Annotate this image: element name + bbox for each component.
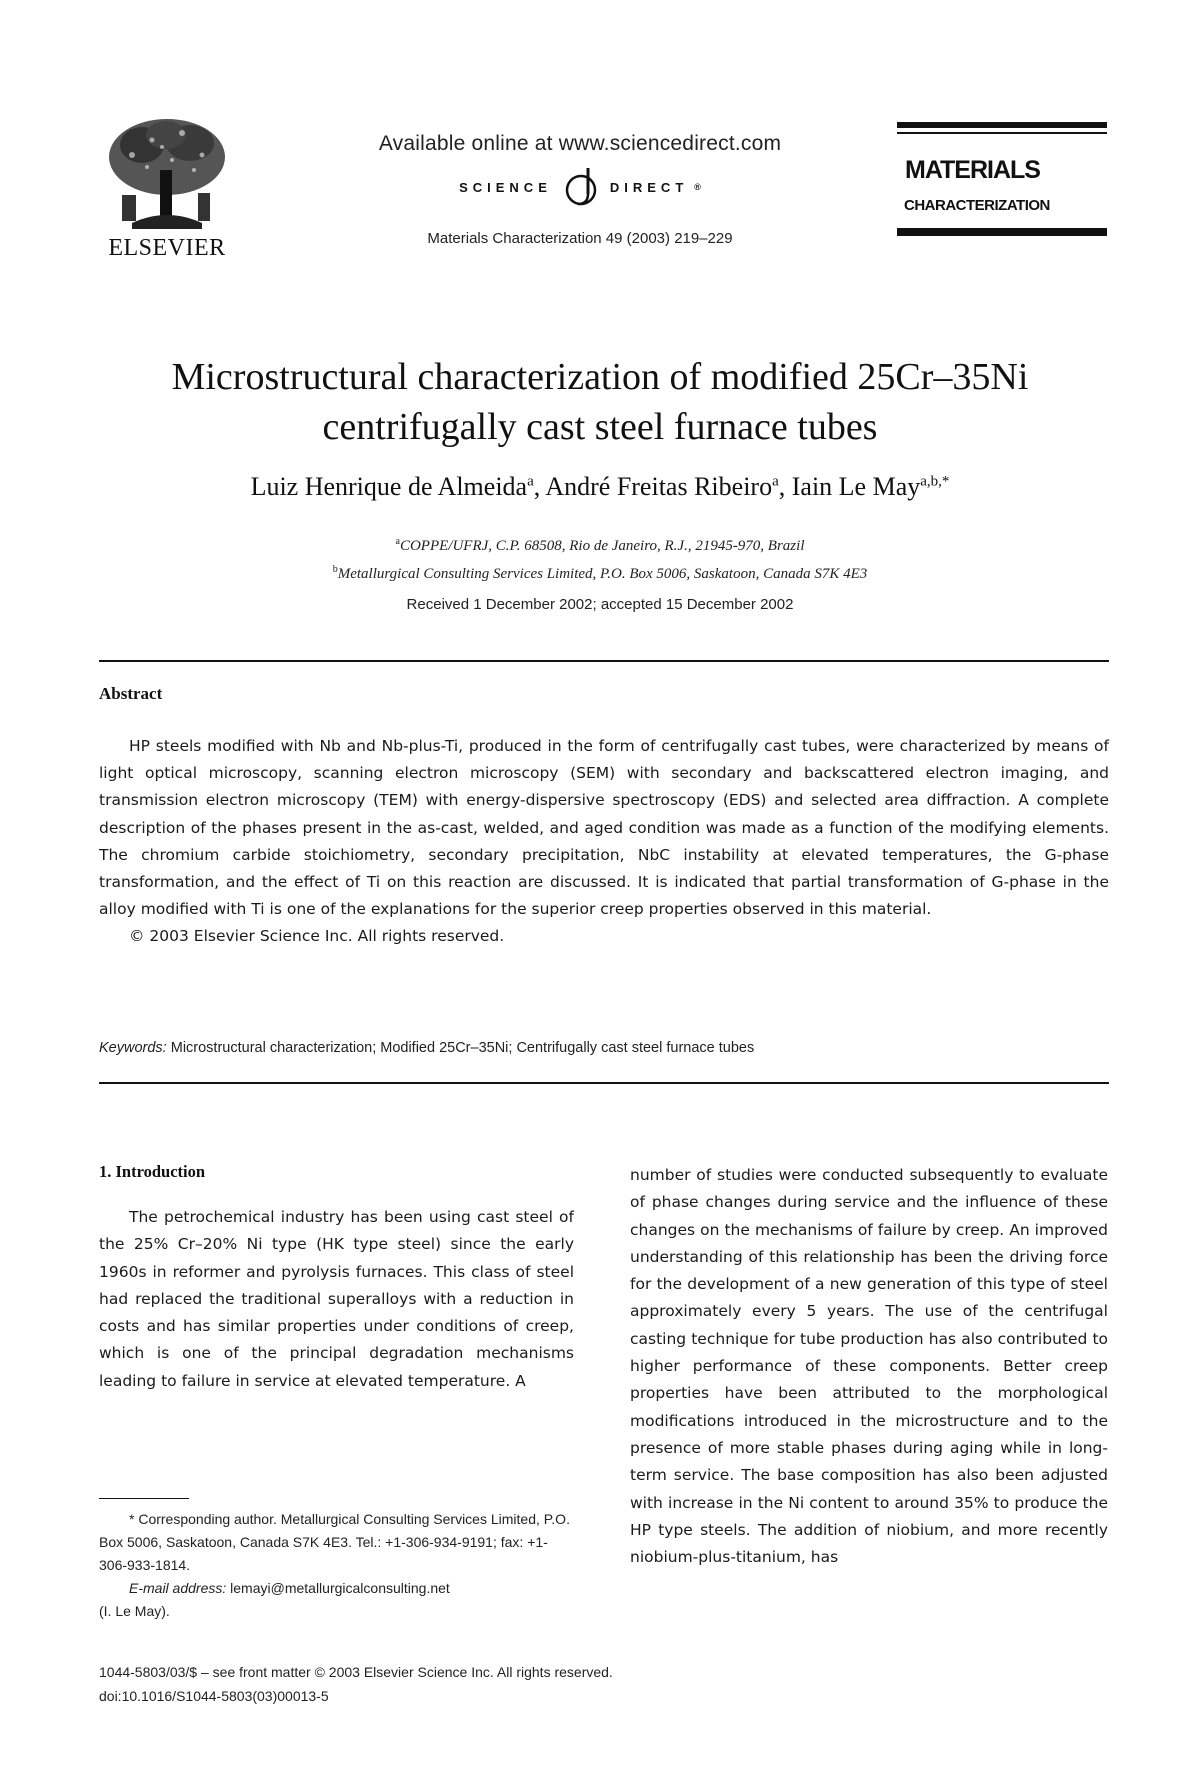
doi-link[interactable]: doi:10.1016/S1044-5803(03)00013-5	[99, 1688, 329, 1704]
article-title	[80, 352, 1120, 452]
section-heading: 1. Introduction	[99, 1162, 206, 1181]
issn-line: 1044-5803/03/$ – see front matter © 2003 Elsevier Science Inc. All rights reserved.	[99, 1664, 613, 1680]
keywords-label: Keywords:	[99, 1040, 167, 1056]
affiliation-mark: b	[332, 564, 338, 575]
masthead-rule	[897, 132, 1107, 134]
sciencedirect-block	[340, 132, 820, 247]
title-line: Microstructural characterization of modified 25Cr–35Ni	[171, 356, 1029, 398]
publisher-name: ELSEVIER	[108, 235, 226, 261]
author-affil-mark: a	[772, 473, 779, 490]
abstract-heading: Abstract	[99, 684, 163, 703]
brand-mark: ®	[694, 182, 701, 192]
keywords	[99, 1040, 1109, 1056]
email-label: E-mail address:	[129, 1580, 227, 1596]
journal-citation: Materials Characterization 49 (2003) 219–229	[427, 230, 733, 247]
elsevier-logo	[92, 115, 242, 275]
journal-masthead	[897, 122, 1107, 236]
email-line	[99, 1577, 574, 1600]
author-affil-mark: a	[527, 473, 534, 490]
section-divider	[99, 1082, 1109, 1084]
affiliation	[80, 558, 1120, 586]
author-name: André Freitas Ribeiro	[545, 472, 773, 501]
author-separator: ,	[533, 472, 546, 501]
journal-title-line1: MATERIALS	[905, 156, 1040, 184]
journal-title-line2: CHARACTERIZATION	[904, 197, 1050, 214]
author-separator: ,	[778, 472, 792, 501]
email-link[interactable]: lemayi@metallurgicalconsulting.net	[230, 1580, 450, 1596]
sciencedirect-logo	[340, 164, 820, 210]
affiliation-text: COPPE/UFRJ, C.P. 68508, Rio de Janeiro, R.J., 21945-970, Brazil	[399, 538, 805, 554]
abstract-text: HP steels modified with Nb and Nb-plus-Ti, produced in the form of centrifugally cast tubes, were characterized by means of light optical microscopy, scanning electron microscopy (SEM) with secondary and backscattered electron imaging, and transmission electron microscopy (TEM) with energy-dispersive spectroscopy (EDS) and selected area diffraction. A complete description of the phases present in the as-cast, welded, and aged condition was made as a function of the modifying elements. The chromium carbide stoichiometry, secondary precipitation, NbC instability at elevated temperatures, the G-phase transformation, and the effect of Ti on this reaction are discussed. It is indicated that partial transformation of G-phase in the alloy modified with Ti is one of the explanations for the superior creep properties observed in this material.	[99, 737, 1109, 919]
affiliation-text: Metallurgical Consulting Services Limited, P.O. Box 5006, Saskatoon, Canada S7K 4E3	[337, 566, 868, 582]
author-name: Iain Le May	[791, 472, 921, 501]
masthead-rule	[897, 122, 1107, 128]
author-name: Luiz Henrique de Almeida	[250, 472, 528, 501]
affiliation	[80, 530, 1120, 558]
title-line: centrifugally cast steel furnace tubes	[322, 406, 878, 448]
elsevier-tree-icon	[102, 115, 232, 233]
paragraph: The petrochemical industry has been using cast steel of the 25% Cr–20% Ni type (HK type steel) since the early 1960s in reformer and pyrolysis furnaces. This class of steel had replaced the traditional superalloys with a reduction in costs and has similar properties under conditions of creep, which is one of the principal degradation mechanisms leading to failure in service at elevated temperature. A	[99, 1208, 574, 1390]
copyright-notice: © 2003 Elsevier Science Inc. All rights reserved.	[129, 927, 505, 946]
column-left	[99, 1162, 574, 1395]
brand-right: DIRECT	[609, 179, 689, 195]
corresponding-author-note: * Corresponding author. Metallurgical Consulting Services Limited, P.O. Box 5006, Saskatoon, Canada S7K 4E3. Tel.: +1-306-934-9191; fax: +1-306-933-1814.	[99, 1511, 570, 1573]
author-list	[80, 472, 1120, 502]
received-dates: Received 1 December 2002; accepted 15 December 2002	[406, 596, 794, 613]
author-affil-mark: a,b,*	[920, 473, 950, 490]
sciencedirect-d-icon	[558, 164, 604, 210]
footnote	[99, 1508, 574, 1623]
abstract-body	[99, 733, 1109, 951]
affiliation-list	[80, 530, 1120, 586]
keywords-text: Microstructural characterization; Modified 25Cr–35Ni; Centrifugally cast steel furnace tubes	[170, 1040, 755, 1056]
affiliation-mark: a	[395, 536, 400, 547]
brand-left: SCIENCE	[459, 179, 552, 195]
masthead-rule	[897, 230, 1107, 236]
email-owner: (I. Le May).	[99, 1603, 170, 1619]
available-online-text[interactable]: Available online at www.sciencedirect.com	[378, 132, 782, 155]
paragraph: number of studies were conducted subsequently to evaluate of phase changes during service and the influence of these changes on the mechanisms of failure by creep. An improved understanding of this relationship has been the driving force for the development of a new generation of this type of steel approximately every 5 years. The use of the centrifugal casting technique for tube production has also contributed to higher performance of these components. Better creep properties have been attributed to the morphological modifications introduced in the microstructure and to the presence of more stable phases during aging while in long-term service. The base composition has also been adjusted with increase in the Ni content to around 35% to produce the HP type steels. The addition of niobium, and more recently niobium-plus-titanium, has	[630, 1166, 1108, 1567]
footnote-rule	[99, 1498, 189, 1499]
column-right	[630, 1162, 1108, 1571]
section-divider	[99, 660, 1109, 662]
